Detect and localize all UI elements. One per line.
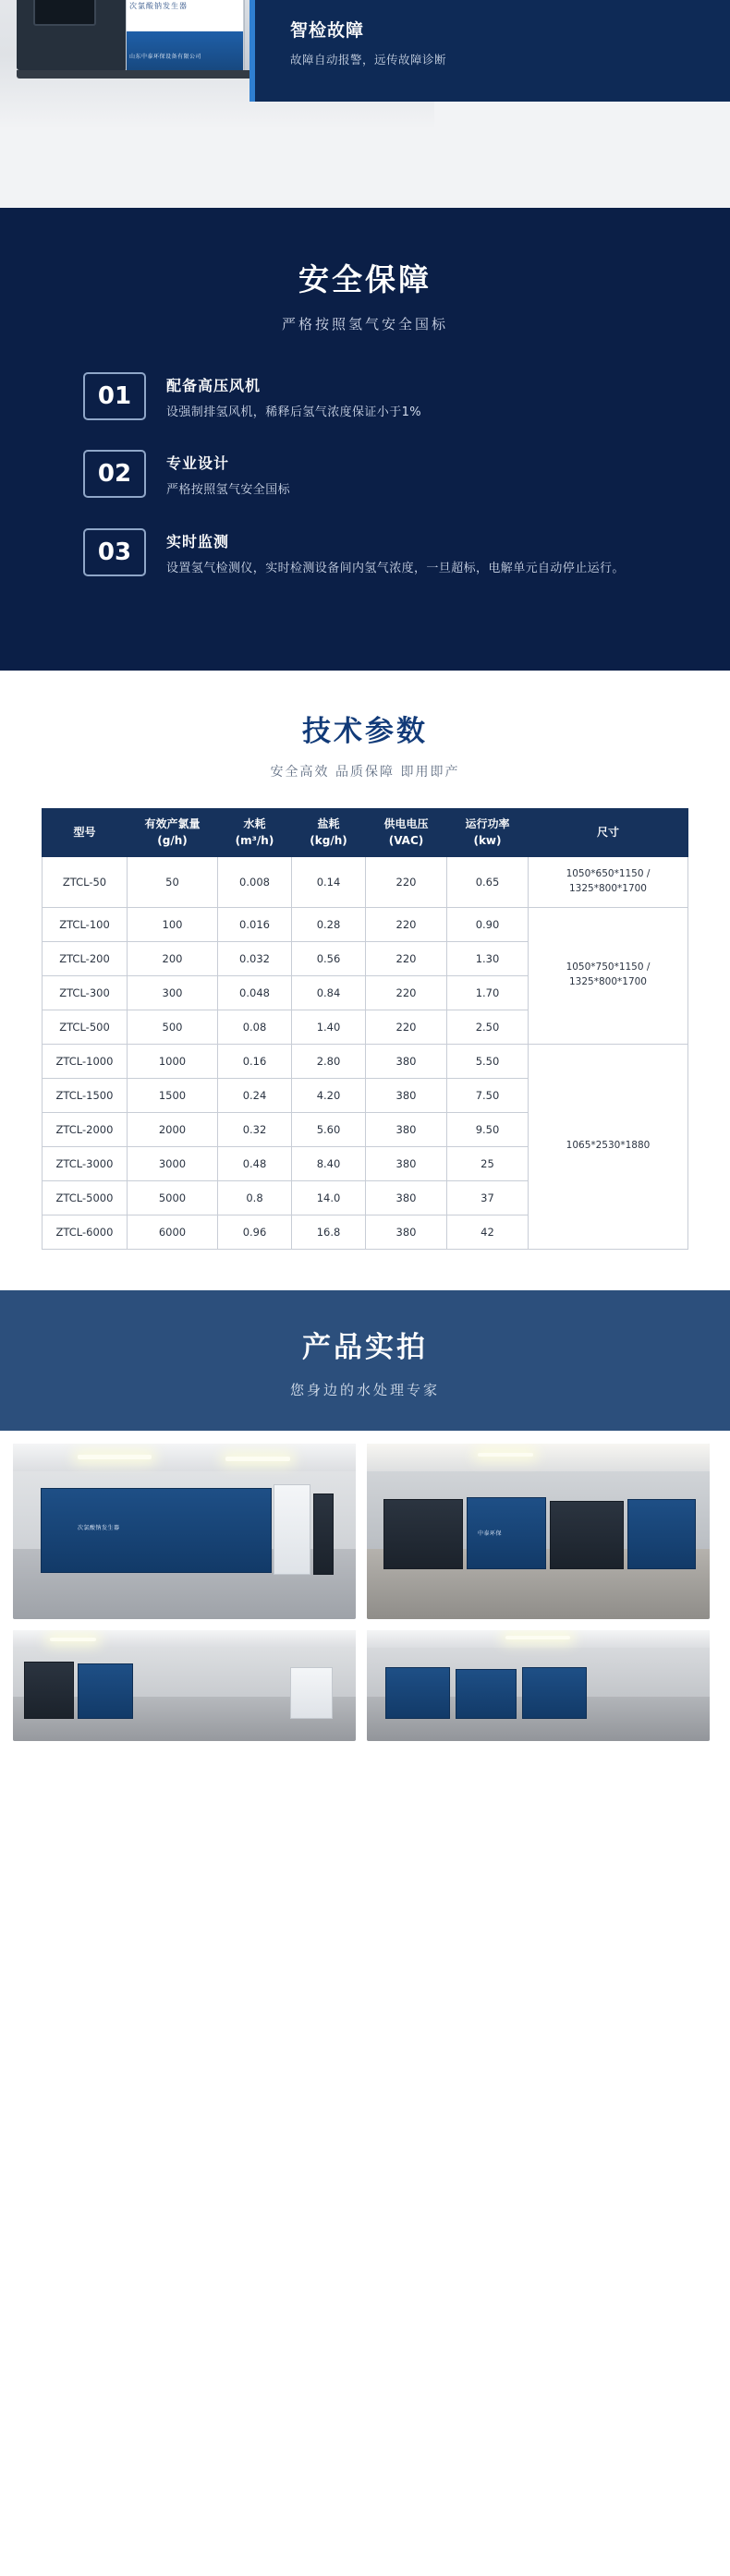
cell-water: 0.016 — [218, 907, 292, 941]
cell-salt: 8.40 — [292, 1146, 366, 1180]
cell-chlorine: 50 — [128, 857, 218, 908]
safety-section — [0, 208, 730, 671]
safety-item-title: 实时监测 — [166, 532, 230, 550]
safety-title: 安全保障 — [298, 261, 432, 297]
cell-power: 5.50 — [447, 1044, 529, 1078]
gallery-subtitle: 您身边的水处理专家 — [289, 1381, 440, 1398]
safety-item-number: 02 — [83, 450, 146, 498]
cell-water: 0.8 — [218, 1180, 292, 1215]
cell-voltage: 220 — [366, 857, 447, 908]
cell-model: ZTCL-200 — [43, 941, 128, 975]
cell-salt: 0.28 — [292, 907, 366, 941]
parameters-subtitle: 安全高效 品质保障 即用即产 — [270, 765, 460, 780]
machine-screen — [33, 0, 96, 26]
parameters-title: 技术参数 — [302, 715, 428, 749]
cell-power: 1.70 — [447, 975, 529, 1010]
cell-voltage: 220 — [366, 907, 447, 941]
cell-chlorine: 2000 — [128, 1112, 218, 1146]
cell-voltage: 380 — [366, 1180, 447, 1215]
cell-voltage: 380 — [366, 1112, 447, 1146]
cell-chlorine: 300 — [128, 975, 218, 1010]
cell-power: 25 — [447, 1146, 529, 1180]
gallery-photo-caption: 次氯酸钠发生器 — [78, 1524, 120, 1531]
cell-voltage: 220 — [366, 975, 447, 1010]
cell-power: 37 — [447, 1180, 529, 1215]
table-row — [43, 1044, 688, 1078]
cell-water: 0.48 — [218, 1146, 292, 1180]
spec-header-voltage: 供电电压 (VAC) — [366, 809, 447, 857]
cell-water: 0.32 — [218, 1112, 292, 1146]
gallery-photo[interactable] — [367, 1630, 710, 1741]
safety-item — [83, 528, 647, 578]
table-row — [43, 857, 688, 908]
cell-model: ZTCL-50 — [43, 857, 128, 908]
cell-power: 0.65 — [447, 857, 529, 908]
spec-header-model: 型号 — [43, 809, 128, 857]
cell-chlorine: 200 — [128, 941, 218, 975]
cell-power: 42 — [447, 1215, 529, 1249]
cell-chlorine: 1000 — [128, 1044, 218, 1078]
cell-model: ZTCL-2000 — [43, 1112, 128, 1146]
safety-item — [83, 450, 647, 500]
cell-voltage: 220 — [366, 1010, 447, 1044]
safety-item-number: 03 — [83, 528, 146, 576]
machine-control-cabinet — [17, 0, 128, 70]
cell-dimension: 1050*750*1150 / 1325*800*1700 — [529, 907, 688, 1044]
gallery-grid — [0, 1431, 730, 1741]
cell-water: 0.032 — [218, 941, 292, 975]
cell-power: 1.30 — [447, 941, 529, 975]
cell-chlorine: 1500 — [128, 1078, 218, 1112]
cell-salt: 0.84 — [292, 975, 366, 1010]
cell-salt: 0.14 — [292, 857, 366, 908]
machine-name-label: 次氯酸钠发生器 — [129, 2, 188, 10]
parameters-section — [0, 671, 730, 1289]
cell-power: 7.50 — [447, 1078, 529, 1112]
spec-table — [42, 808, 688, 1249]
cell-salt: 16.8 — [292, 1215, 366, 1249]
cell-power: 9.50 — [447, 1112, 529, 1146]
cell-chlorine: 100 — [128, 907, 218, 941]
cell-salt: 5.60 — [292, 1112, 366, 1146]
cell-model: ZTCL-6000 — [43, 1215, 128, 1249]
cell-voltage: 380 — [366, 1078, 447, 1112]
machine-company-label: 山东中泰环保设备有限公司 — [129, 54, 202, 60]
cell-salt: 1.40 — [292, 1010, 366, 1044]
cell-chlorine: 3000 — [128, 1146, 218, 1180]
gallery-photo[interactable] — [367, 1444, 710, 1619]
feature-card-fault-detection — [249, 0, 730, 102]
cell-power: 0.90 — [447, 907, 529, 941]
gallery-photo-caption: 中泰环保 — [478, 1530, 503, 1537]
safety-item-desc: 设置氢气检测仪，实时检测设备间内氢气浓度，一旦超标，电解单元自动停止运行。 — [166, 561, 625, 575]
gallery-title: 产品实拍 — [302, 1330, 428, 1364]
cell-model: ZTCL-5000 — [43, 1180, 128, 1215]
cell-chlorine: 500 — [128, 1010, 218, 1044]
cell-salt: 4.20 — [292, 1078, 366, 1112]
cell-water: 0.008 — [218, 857, 292, 908]
gallery-photo[interactable] — [13, 1630, 356, 1741]
cell-water: 0.048 — [218, 975, 292, 1010]
spec-header-dimension: 尺寸 — [529, 809, 688, 857]
cell-model: ZTCL-1000 — [43, 1044, 128, 1078]
gallery-photo[interactable] — [13, 1444, 356, 1619]
safety-item-desc: 严格按照氢气安全国标 — [166, 483, 291, 498]
cell-model: ZTCL-100 — [43, 907, 128, 941]
feature-card-desc: 故障自动报警，远传故障诊断 — [290, 53, 447, 67]
cell-model: ZTCL-500 — [43, 1010, 128, 1044]
table-row — [43, 907, 688, 941]
spec-header-power: 运行功率 (kw) — [447, 809, 529, 857]
cell-dimension: 1065*2530*1880 — [529, 1044, 688, 1249]
cell-water: 0.16 — [218, 1044, 292, 1078]
cell-model: ZTCL-3000 — [43, 1146, 128, 1180]
safety-subtitle: 严格按照氢气安全国标 — [281, 316, 448, 333]
spec-header-chlorine: 有效产氯量 (g/h) — [128, 809, 218, 857]
cell-voltage: 380 — [366, 1215, 447, 1249]
cell-salt: 2.80 — [292, 1044, 366, 1078]
feature-card-title: 智检故障 — [290, 20, 365, 41]
cell-chlorine: 6000 — [128, 1215, 218, 1249]
safety-item — [83, 372, 647, 422]
cell-chlorine: 5000 — [128, 1180, 218, 1215]
safety-item-list — [83, 372, 647, 578]
safety-item-title: 专业设计 — [166, 454, 230, 473]
cell-salt: 0.56 — [292, 941, 366, 975]
spec-header-salt: 盐耗 (kg/h) — [292, 809, 366, 857]
spec-header-water: 水耗 (m³/h) — [218, 809, 292, 857]
safety-item-desc: 设强制排氢风机，稀释后氢气浓度保证小于1% — [166, 405, 422, 419]
safety-item-title: 配备高压风机 — [166, 377, 262, 394]
cell-water: 0.08 — [218, 1010, 292, 1044]
cell-dimension: 1050*650*1150 / 1325*800*1700 — [529, 857, 688, 908]
cell-voltage: 380 — [366, 1044, 447, 1078]
top-product-section — [0, 0, 730, 208]
gallery-header — [0, 1290, 730, 1431]
spec-table-header-row — [43, 809, 688, 857]
cell-voltage: 380 — [366, 1146, 447, 1180]
cell-salt: 14.0 — [292, 1180, 366, 1215]
cell-model: ZTCL-1500 — [43, 1078, 128, 1112]
safety-item-number: 01 — [83, 372, 146, 420]
cell-power: 2.50 — [447, 1010, 529, 1044]
cell-water: 0.24 — [218, 1078, 292, 1112]
cell-model: ZTCL-300 — [43, 975, 128, 1010]
cell-voltage: 220 — [366, 941, 447, 975]
cell-water: 0.96 — [218, 1215, 292, 1249]
